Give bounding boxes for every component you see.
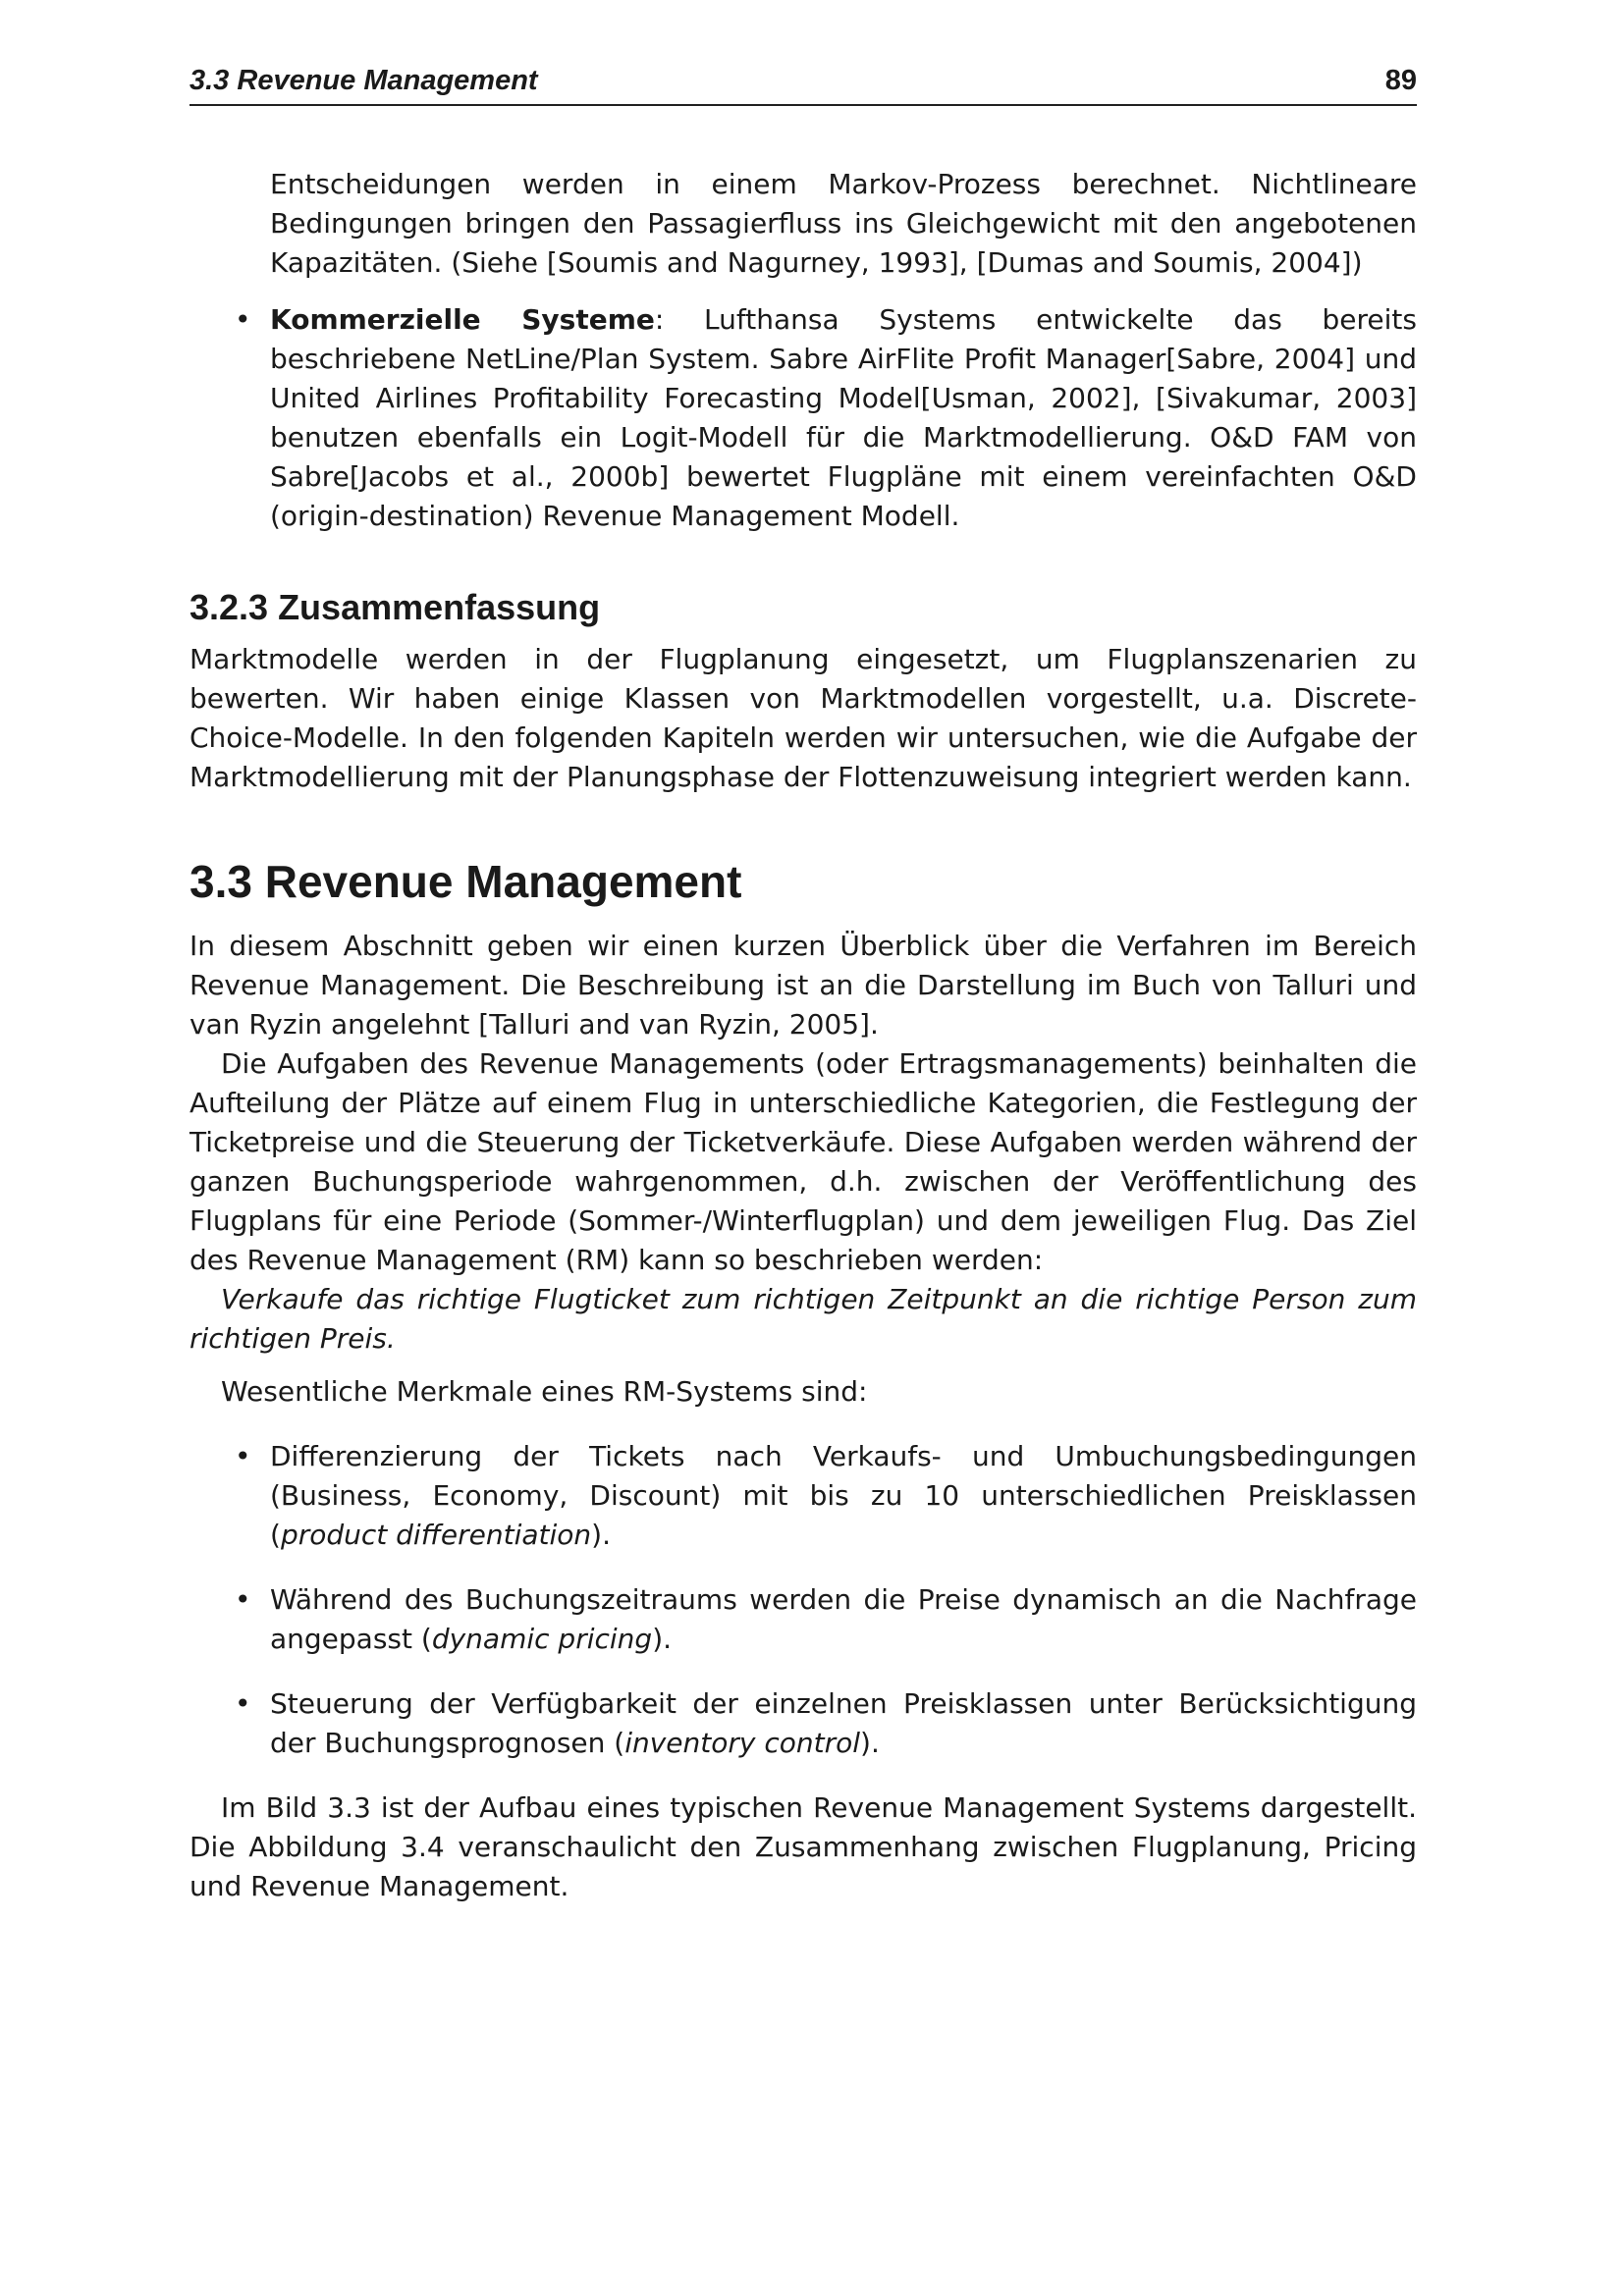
list-item — [235, 1684, 1417, 1763]
feature-term: product differentiation — [280, 1519, 592, 1551]
commercial-systems-paragraph — [270, 300, 1417, 536]
rm-tasks-paragraph: Die Aufgaben des Revenue Managements (oder Ertragsmanagements) beinhalten die Aufteilung der Plätze auf einem Flug in unterschiedliche Kategorien, die Festlegung der Ticketpreise und die Steuerung der Ticketverkäufe. Diese Aufgaben werden während der ganzen Buchungsperiode wahrgenommen, d.h. zwischen der Veröffentlichung des Flugplans für eine Periode (Sommer-/Winterflugplan) und dem jeweiligen Flug. Das Ziel des Revenue Management (RM) kann so beschrieben werden: — [189, 1047, 1417, 1276]
feature-term: inventory control — [624, 1727, 861, 1759]
bullet-icon: • — [235, 303, 251, 336]
continuation-paragraph: Entscheidungen werden in einem Markov-Prozess berechnet. Nichtlineare Bedingungen bringen den Passagierfluss ins Gleichgewicht mit den angebotenen Kapazitäten. (Siehe [Soumis and Nagurney, 1993], [Dumas and Soumis, 2004]) — [270, 168, 1417, 279]
features-intro: Wesentliche Merkmale eines RM-Systems sind: — [221, 1375, 868, 1408]
header-title: 3.3 Revenue Management — [189, 65, 538, 96]
running-header — [189, 61, 1417, 106]
bullet-icon: • — [235, 1440, 251, 1472]
feature-suffix: ). — [652, 1623, 673, 1655]
closing-paragraph: Im Bild 3.3 ist der Aufbau eines typischen Revenue Management Systems dargestellt. Die Abbildung 3.4 veranschaulicht den Zusammenhang zwischen Flugplanung, Pricing und Revenue Management. — [189, 1791, 1417, 1902]
bullet-icon: • — [235, 1583, 251, 1616]
list-item — [235, 1580, 1417, 1659]
section-heading: 3.3 Revenue Management — [189, 856, 742, 907]
list-item — [235, 300, 1417, 536]
feature-suffix: ). — [591, 1519, 611, 1551]
feature-term: dynamic pricing — [431, 1623, 653, 1655]
rm-motto: Verkaufe das richtige Flugticket zum richtigen Zeitpunkt an die richtige Person zum richtigen Preis. — [189, 1283, 1417, 1355]
commercial-systems-label: Kommerzielle Systeme — [270, 303, 655, 336]
subsection-heading: 3.2.3 Zusammenfassung — [189, 587, 601, 627]
commercial-systems-text: : Lufthansa Systems entwickelte das bereits beschriebene NetLine/Plan System. Sabre AirFlite Profit Manager[Sabre, 2004] und United Airlines Profitability Forecasting Model[Usman, 2002], [Sivakumar, 2003] benutzen ebenfalls ein Logit-Modell für die Marktmodellierung. O&D FAM von Sabre[Jacobs et al., 2000b] bewertet Flugpläne mit einem vereinfachten O&D (origin-destination) Revenue Management Modell. — [270, 303, 1417, 532]
page-number: 89 — [1384, 65, 1417, 96]
summary-paragraph: Marktmodelle werden in der Flugplanung eingesetzt, um Flugplanszenarien zu bewerten. Wir haben einige Klassen von Marktmodellen vorgestellt, u.a. Discrete-Choice-Modelle. In den folgenden Kapiteln werden wir untersuchen, wie die Aufgabe der Marktmodellierung mit der Planungsphase der Flottenzuweisung integriert werden kann. — [189, 643, 1417, 793]
feature-text: Während des Buchungszeitraums werden die Preise dynamisch an die Nachfrage angepasst ( — [270, 1583, 1417, 1655]
feature-text: Differenzierung der Tickets nach Verkaufs- und Umbuchungsbedingungen (Business, Economy, Discount) mit bis zu 10 unterschiedlichen Preisklassen ( — [270, 1440, 1417, 1551]
feature-suffix: ). — [860, 1727, 880, 1759]
page-content — [189, 165, 1417, 1906]
bullet-icon: • — [235, 1687, 251, 1720]
list-item — [235, 1437, 1417, 1555]
rm-intro-paragraph: In diesem Abschnitt geben wir einen kurzen Überblick über die Verfahren im Bereich Revenue Management. Die Beschreibung ist an die Darstellung im Buch von Talluri und van Ryzin angelehnt [Talluri and van Ryzin, 2005]. — [189, 930, 1417, 1041]
feature-text: Steuerung der Verfügbarkeit der einzelnen Preisklassen unter Berücksichtigung der Buchungsprognosen ( — [270, 1687, 1417, 1759]
